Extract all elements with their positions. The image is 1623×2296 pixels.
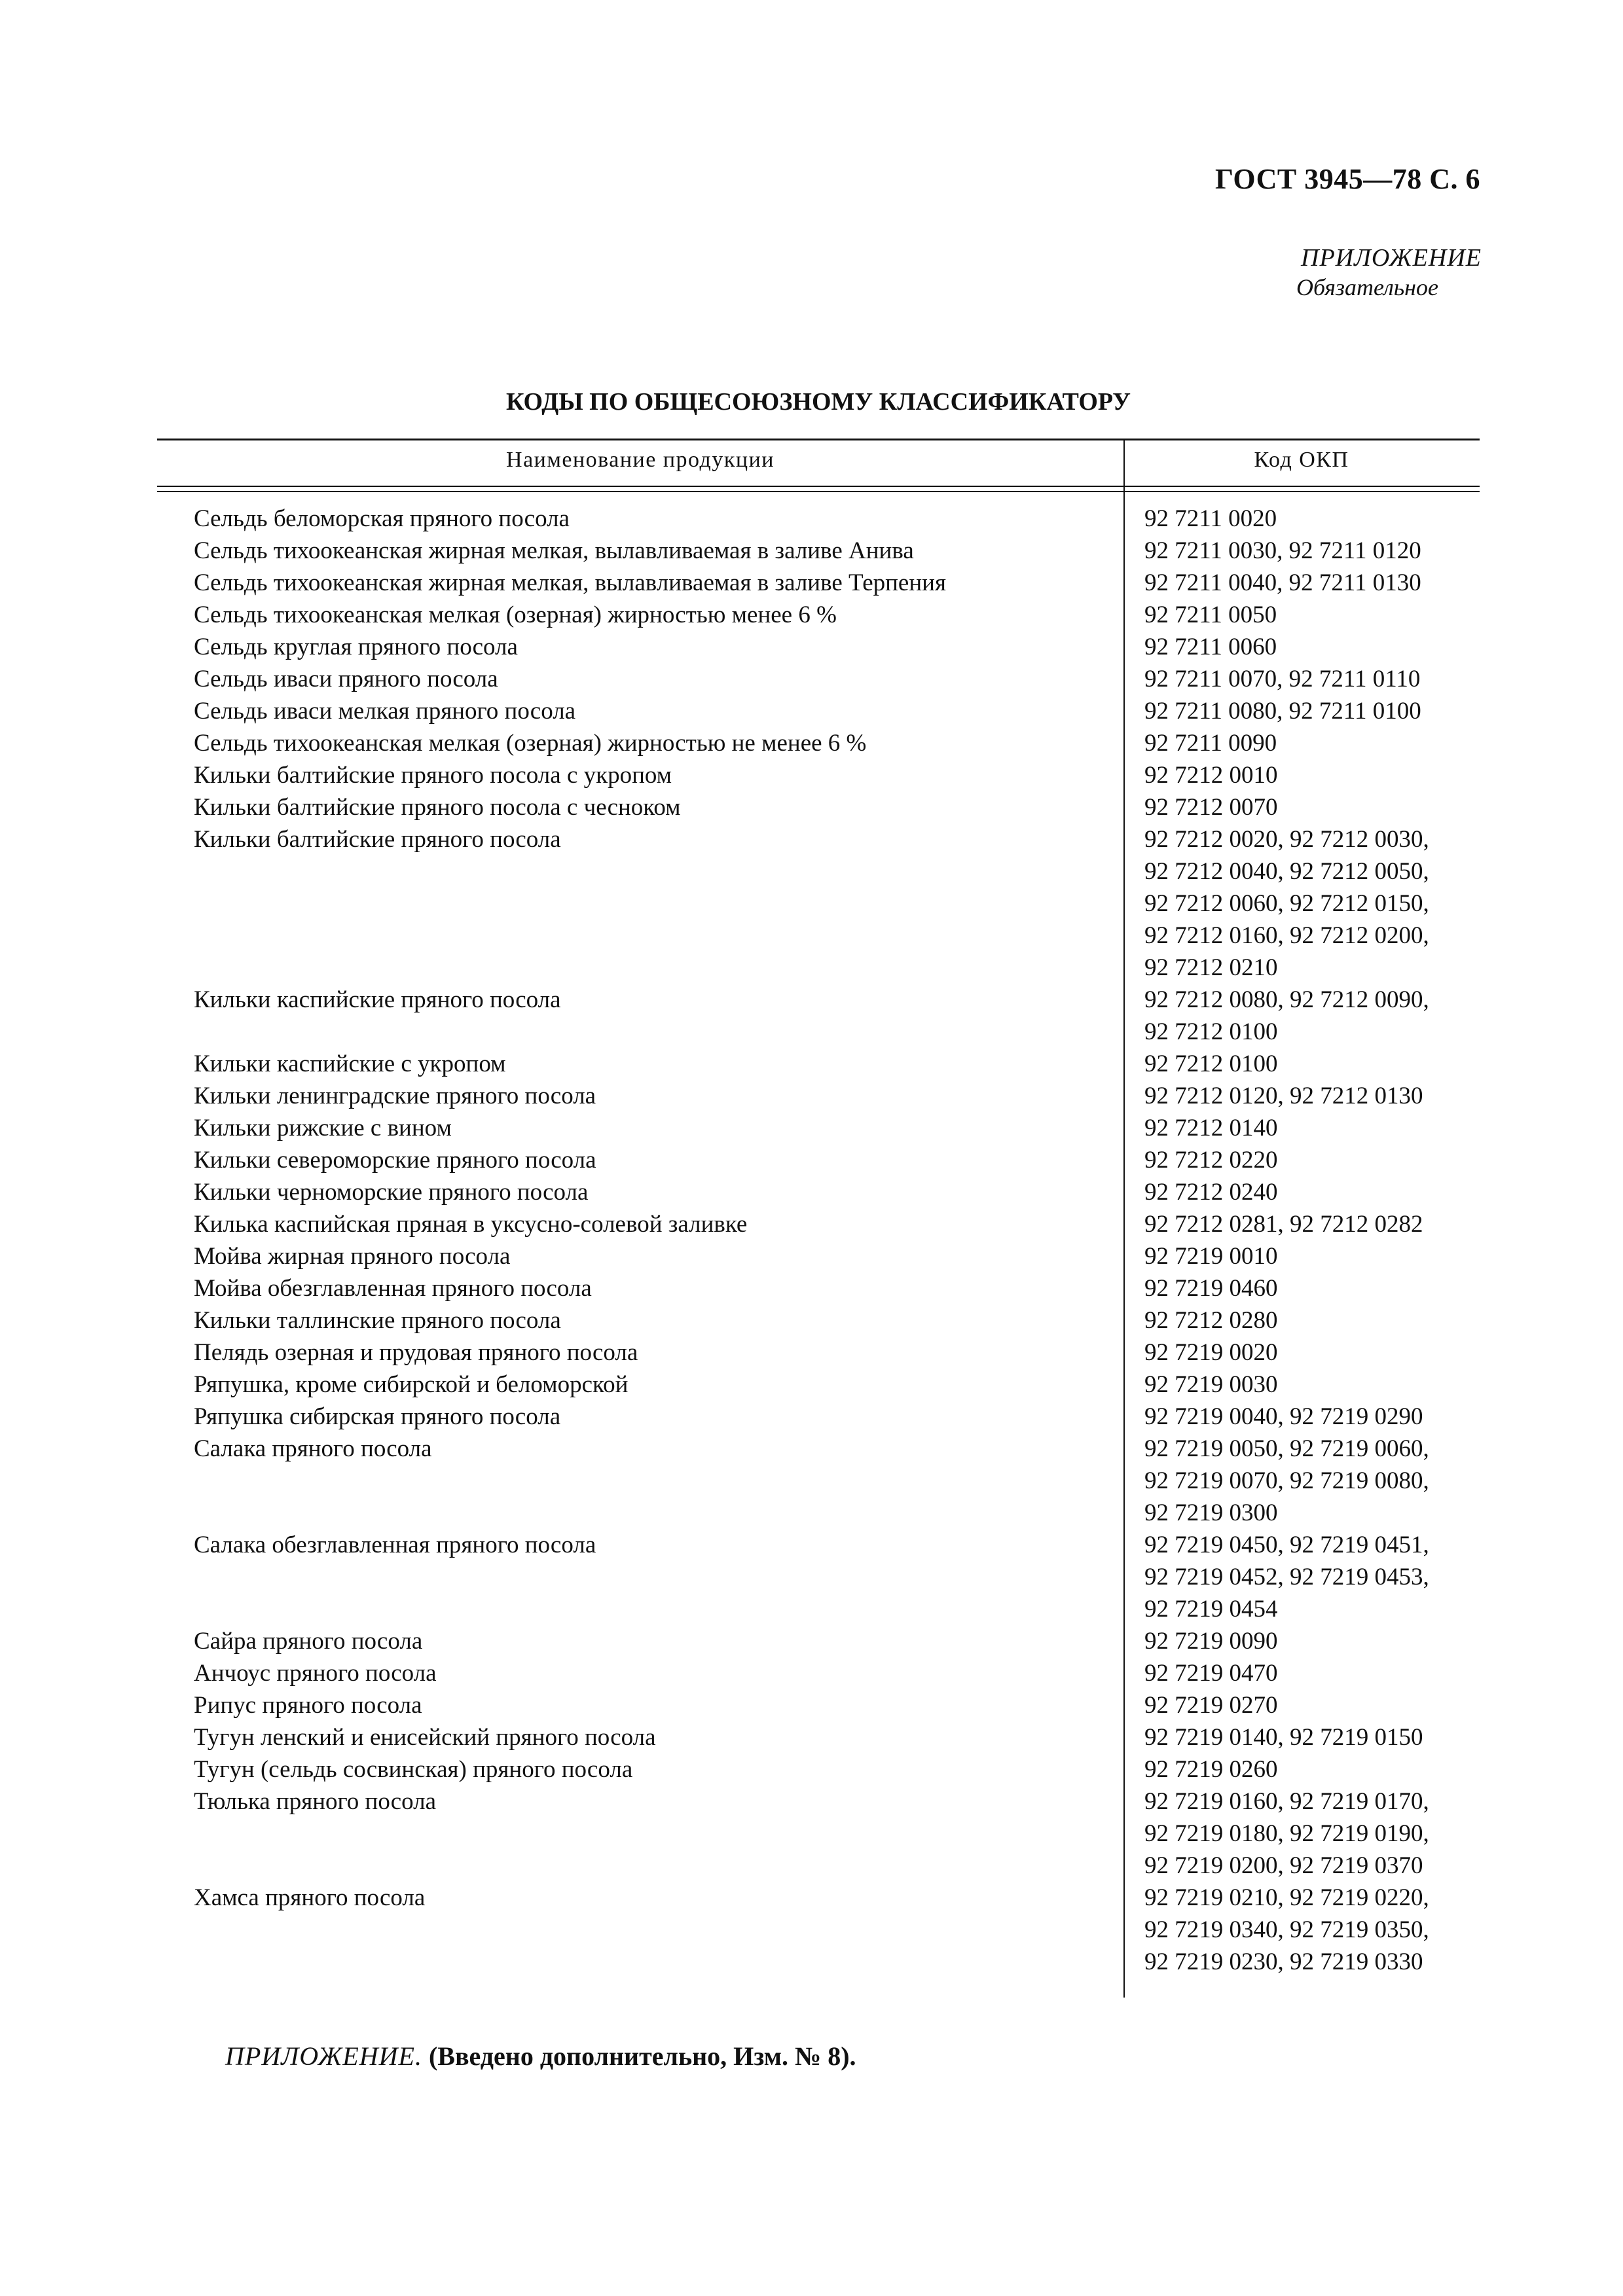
okp-code-line: 92 7212 0240: [1144, 1179, 1278, 1206]
product-name: Сельдь иваси пряного посола: [194, 666, 498, 692]
table-row: [157, 599, 1480, 631]
table-row: [157, 1753, 1480, 1785]
product-name: Кильки североморские пряного посола: [194, 1147, 596, 1174]
okp-code-line: 92 7212 0100: [1144, 1050, 1278, 1077]
okp-code: [1123, 1048, 1480, 1080]
table-row: [157, 1721, 1480, 1753]
okp-code-line: 92 7211 0030, 92 7211 0120: [1144, 537, 1421, 564]
product-name: Кильки каспийские пряного посола: [194, 986, 561, 1013]
okp-code-line: 92 7212 0040, 92 7212 0050,: [1144, 858, 1429, 885]
table-body: [157, 503, 1480, 1978]
okp-code-line: 92 7212 0010: [1144, 762, 1278, 789]
table-row: [157, 1336, 1480, 1369]
product-name: Сайра пряного посола: [194, 1628, 423, 1655]
okp-code-line: 92 7212 0020, 92 7212 0030,: [1144, 826, 1429, 853]
okp-code: [1123, 1336, 1480, 1369]
table-row: [157, 1144, 1480, 1176]
table-row: [157, 1369, 1480, 1401]
okp-code-line: 92 7219 0140, 92 7219 0150: [1144, 1724, 1423, 1751]
okp-code: [1123, 1689, 1480, 1721]
okp-code-line: 92 7212 0281, 92 7212 0282: [1144, 1211, 1423, 1238]
okp-code-line: 92 7219 0230, 92 7219 0330: [1144, 1948, 1423, 1975]
okp-code: [1123, 1529, 1480, 1625]
okp-code: [1123, 1176, 1480, 1208]
product-name: Сельдь круглая пряного посола: [194, 634, 518, 660]
table-row: [157, 1272, 1480, 1304]
okp-code-line: 92 7211 0080, 92 7211 0100: [1144, 698, 1421, 725]
okp-code-line: 92 7219 0460: [1144, 1275, 1278, 1302]
table-row: [157, 1080, 1480, 1112]
okp-code: [1123, 984, 1480, 1048]
header-rule: [157, 486, 1480, 487]
product-name: Тюлька пряного посола: [194, 1788, 437, 1815]
product-name: Кильки ленинградские пряного посола: [194, 1083, 596, 1109]
table-row: [157, 791, 1480, 823]
table-row: [157, 503, 1480, 535]
table-row: [157, 1882, 1480, 1978]
okp-code-line: 92 7219 0030: [1144, 1371, 1278, 1398]
product-name: Ряпушка сибирская пряного посола: [194, 1403, 561, 1430]
product-name: Кильки каспийские с укропом: [194, 1050, 506, 1077]
okp-code-line: 92 7212 0060, 92 7212 0150,: [1144, 890, 1429, 917]
product-name: Кильки балтийские пряного посола с укропом: [194, 762, 672, 789]
okp-code: [1123, 1304, 1480, 1336]
okp-code: [1123, 727, 1480, 759]
table-row: [157, 535, 1480, 567]
table-row: [157, 1208, 1480, 1240]
document-reference: ГОСТ 3945—78 С. 6: [1214, 163, 1480, 195]
okp-code: [1123, 1208, 1480, 1240]
okp-code-line: 92 7212 0220: [1144, 1147, 1278, 1174]
product-name: Мойва обезглавленная пряного посола: [194, 1275, 592, 1302]
product-name: Сельдь беломорская пряного посола: [194, 505, 570, 532]
okp-code: [1123, 759, 1480, 791]
okp-code-line: 92 7212 0210: [1144, 954, 1278, 981]
table-row: [157, 631, 1480, 663]
product-name: Сельдь тихоокеанская жирная мелкая, вылавливаемая в заливе Терпения: [194, 569, 946, 596]
okp-code-line: 92 7212 0100: [1144, 1018, 1278, 1045]
column-header-code: Код ОКП: [1254, 448, 1349, 472]
table-row: [157, 1176, 1480, 1208]
table-row: [157, 1529, 1480, 1625]
product-name: Хамса пряного посола: [194, 1884, 426, 1911]
table-row: [157, 695, 1480, 727]
product-name: Тугун (сельдь сосвинская) пряного посола: [194, 1756, 633, 1783]
okp-code-line: 92 7219 0090: [1144, 1628, 1278, 1655]
product-name: Сельдь тихоокеанская мелкая (озерная) жирностью не менее 6 %: [194, 730, 867, 757]
okp-code-line: 92 7219 0020: [1144, 1339, 1278, 1366]
okp-code-line: 92 7219 0470: [1144, 1660, 1278, 1687]
okp-code: [1123, 695, 1480, 727]
table-row: [157, 1433, 1480, 1529]
okp-code: [1123, 1785, 1480, 1882]
footer-note: [225, 2041, 856, 2072]
okp-code: [1123, 1721, 1480, 1753]
okp-code: [1123, 1144, 1480, 1176]
okp-code-line: 92 7211 0070, 92 7211 0110: [1144, 666, 1421, 692]
product-name: Пелядь озерная и прудовая пряного посола: [194, 1339, 638, 1366]
okp-code: [1123, 599, 1480, 631]
okp-code: [1123, 1369, 1480, 1401]
footer-annex-label: ПРИЛОЖЕНИЕ.: [225, 2041, 422, 2071]
product-name: Салака обезглавленная пряного посола: [194, 1532, 596, 1558]
table-row: [157, 1785, 1480, 1882]
product-name: Сельдь иваси мелкая пряного посола: [194, 698, 576, 725]
product-name: Мойва жирная пряного посола: [194, 1243, 511, 1270]
table-row: [157, 1657, 1480, 1689]
okp-code-line: 92 7212 0140: [1144, 1115, 1278, 1141]
product-name: Ряпушка, кроме сибирской и беломорской: [194, 1371, 629, 1398]
okp-code-line: 92 7219 0260: [1144, 1756, 1278, 1783]
column-header-name: Наименование продукции: [506, 448, 775, 472]
okp-code: [1123, 631, 1480, 663]
okp-code: [1123, 503, 1480, 535]
annex-status: Обязательное: [1296, 274, 1438, 300]
product-name: Тугун ленский и енисейский пряного посола: [194, 1724, 656, 1751]
table-row: [157, 984, 1480, 1048]
product-name: Сельдь тихоокеанская жирная мелкая, вылавливаемая в заливе Анива: [194, 537, 914, 564]
okp-code-line: 92 7212 0120, 92 7212 0130: [1144, 1083, 1423, 1109]
table-row: [157, 663, 1480, 695]
okp-code: [1123, 1433, 1480, 1529]
okp-code-line: 92 7219 0452, 92 7219 0453,: [1144, 1564, 1429, 1590]
product-name: Салака пряного посола: [194, 1435, 432, 1462]
okp-code: [1123, 1657, 1480, 1689]
product-name: Кильки рижские с вином: [194, 1115, 452, 1141]
okp-code: [1123, 663, 1480, 695]
okp-code-line: 92 7219 0040, 92 7219 0290: [1144, 1403, 1423, 1430]
okp-code: [1123, 823, 1480, 984]
okp-code: [1123, 1401, 1480, 1433]
okp-code: [1123, 1112, 1480, 1144]
okp-code: [1123, 1753, 1480, 1785]
table-row: [157, 759, 1480, 791]
okp-code-line: 92 7211 0060: [1144, 634, 1277, 660]
table-row: [157, 1304, 1480, 1336]
okp-code-line: 92 7219 0160, 92 7219 0170,: [1144, 1788, 1429, 1815]
okp-code-line: 92 7219 0210, 92 7219 0220,: [1144, 1884, 1429, 1911]
okp-code-line: 92 7219 0010: [1144, 1243, 1278, 1270]
okp-code-line: 92 7212 0280: [1144, 1307, 1278, 1334]
okp-code-line: 92 7219 0070, 92 7219 0080,: [1144, 1467, 1429, 1494]
okp-code-line: 92 7211 0050: [1144, 601, 1277, 628]
okp-code: [1123, 1272, 1480, 1304]
okp-code: [1123, 1625, 1480, 1657]
table-row: [157, 1625, 1480, 1657]
okp-code-line: 92 7219 0340, 92 7219 0350,: [1144, 1916, 1429, 1943]
footer-amendment-note: (Введено дополнительно, Изм. № 8).: [428, 2041, 856, 2071]
okp-code-line: 92 7219 0450, 92 7219 0451,: [1144, 1532, 1429, 1558]
table-row: [157, 727, 1480, 759]
header-rule-double: [157, 491, 1480, 492]
product-name: Килька каспийская пряная в уксусно-солевой заливке: [194, 1211, 748, 1238]
product-name: Сельдь тихоокеанская мелкая (озерная) жирностью менее 6 %: [194, 601, 837, 628]
okp-code-line: 92 7219 0050, 92 7219 0060,: [1144, 1435, 1429, 1462]
okp-code-line: 92 7219 0300: [1144, 1499, 1278, 1526]
okp-code-line: 92 7211 0090: [1144, 730, 1277, 757]
page-title: КОДЫ ПО ОБЩЕСОЮЗНОМУ КЛАССИФИКАТОРУ: [505, 388, 1131, 416]
okp-code: [1123, 791, 1480, 823]
table-row: [157, 823, 1480, 984]
okp-code: [1123, 567, 1480, 599]
okp-code-line: 92 7212 0160, 92 7212 0200,: [1144, 922, 1429, 949]
okp-code-line: 92 7212 0070: [1144, 794, 1278, 821]
product-name: Кильки таллинские пряного посола: [194, 1307, 561, 1334]
okp-code: [1123, 1080, 1480, 1112]
product-name: Рипус пряного посола: [194, 1692, 422, 1719]
table-row: [157, 1401, 1480, 1433]
table-top-rule: [157, 439, 1480, 440]
table-row: [157, 1048, 1480, 1080]
table-row: [157, 1112, 1480, 1144]
product-name: Анчоус пряного посола: [194, 1660, 437, 1687]
okp-code-line: 92 7219 0270: [1144, 1692, 1278, 1719]
table-row: [157, 1689, 1480, 1721]
table-row: [157, 567, 1480, 599]
codes-table: [157, 439, 1480, 1998]
table-row: [157, 1240, 1480, 1272]
okp-code: [1123, 535, 1480, 567]
product-name: Кильки черноморские пряного посола: [194, 1179, 589, 1206]
okp-code-line: 92 7219 0454: [1144, 1596, 1278, 1623]
product-name: Кильки балтийские пряного посола с чесноком: [194, 794, 681, 821]
annex-label: ПРИЛОЖЕНИЕ: [1301, 244, 1482, 272]
okp-code: [1123, 1240, 1480, 1272]
okp-code-line: 92 7212 0080, 92 7212 0090,: [1144, 986, 1429, 1013]
okp-code-line: 92 7211 0020: [1144, 505, 1277, 532]
okp-code-line: 92 7219 0200, 92 7219 0370: [1144, 1852, 1423, 1879]
okp-code: [1123, 1882, 1480, 1978]
product-name: Кильки балтийские пряного посола: [194, 826, 561, 853]
okp-code-line: 92 7219 0180, 92 7219 0190,: [1144, 1820, 1429, 1847]
okp-code-line: 92 7211 0040, 92 7211 0130: [1144, 569, 1421, 596]
